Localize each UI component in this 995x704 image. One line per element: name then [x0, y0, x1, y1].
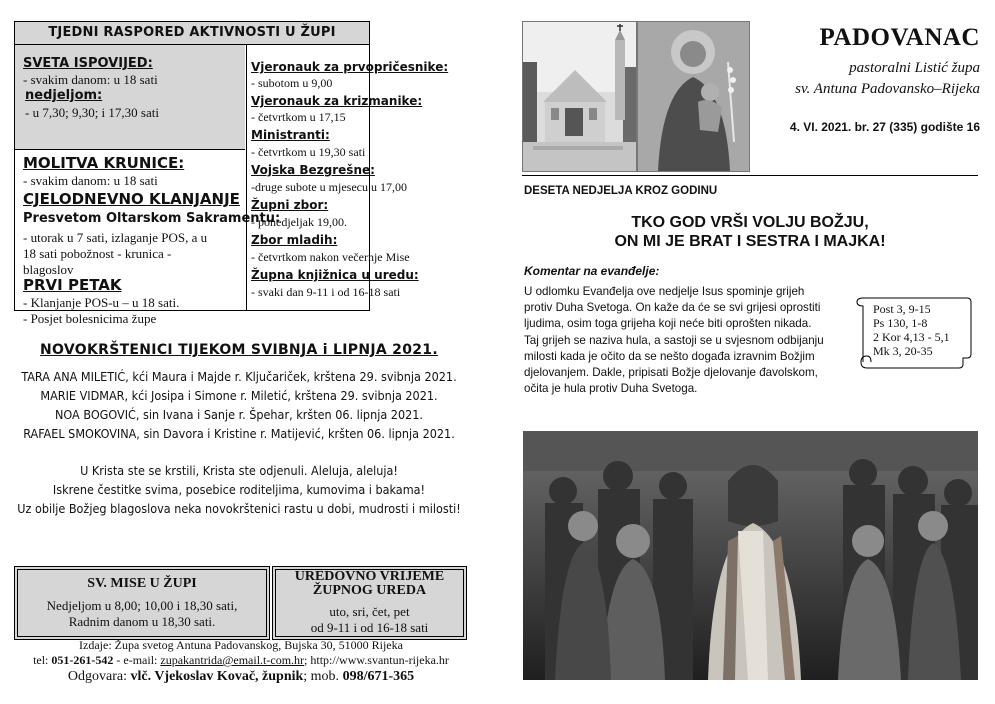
- first-friday-line: - Posjet bolesnicima župe: [23, 311, 157, 326]
- schedule-item-heading: Vjeronauk za krizmanike:: [251, 94, 423, 108]
- baptism-name: TARA ANA MILETIĆ, kći Maura i Majde r. Ključariček, krštena 29. svibnja 2021.: [21, 369, 457, 384]
- office-line: od 9-11 i od 16-18 sati: [310, 620, 429, 635]
- schedule-item-time: - subotom u 9,00: [251, 76, 333, 90]
- adoration-heading: CJELODNEVNO KLANJANJE: [23, 190, 240, 208]
- adoration-line: - utorak u 7 sati, izlaganje POS, a u: [23, 230, 208, 245]
- office-hours-box: [272, 566, 467, 640]
- headline: TKO GOD VRŠI VOLJU BOŽJU, ON MI JE BRAT I SESTRA I MAJKA!: [614, 214, 886, 250]
- schedule-right-column: [246, 45, 449, 310]
- publication-subtitle: pastoralni Listić župa: [849, 60, 980, 76]
- schedule-item-heading: Vojska Bezgrešne:: [251, 163, 375, 177]
- schedule-item-time: - ponedjeljak 19,00.: [251, 215, 347, 229]
- schedule-item-time: - četvrtkom nakon večernje Mise: [251, 250, 410, 264]
- commentary-text: U odlomku Evanđelja ove nedjelje Isus spominje grijeh protiv Duha Svetoga. On kaže da će se svi grijesi oprostiti ljudima, osim toga grijeha koji neće biti oprošten nikada. Taj grijeh se naziva hula, a sastoji se u svjesnom odbijanju milosti kada je očito da se nešto događa izravnim Božjim djelovanjem. Dakle, pripisati Božje djelovanje đavolskom, očita je hula protiv Duha Svetoga.: [524, 285, 824, 396]
- adoration-line: 18 sati pobožnost - krunica -: [23, 246, 172, 261]
- responsible-name: vlč. Vjekoslav Kovač, župnik: [130, 669, 304, 684]
- church-illustration: [523, 22, 636, 171]
- readings-scroll: [853, 292, 975, 372]
- baptism-name: MARIE VIDMAR, kći Josipa i Simone r. Miletić, krštena 29. svibnja 2021.: [40, 388, 438, 403]
- church-photo: [522, 21, 637, 172]
- confession-daily: - svakim danom: u 18 sati: [23, 72, 158, 87]
- schedule-item-time: -druge subote u mjesecu u 17,00: [251, 180, 407, 194]
- header-rule: [522, 175, 978, 176]
- schedule-item-heading: Župni zbor:: [251, 198, 329, 212]
- publisher: Izdaje: Župa svetog Antuna Padovanskog, Bujska 30, 51000 Rijeka: [79, 638, 403, 652]
- footer: [14, 638, 468, 686]
- office-line: uto, sri, čet, pet: [329, 604, 410, 619]
- rosary-time: - svakim danom: u 18 sati: [23, 173, 158, 188]
- responsible-line: Odgovara: vlč. Vjekoslav Kovač, župnik; mob. 098/671-365: [67, 669, 415, 684]
- schedule-item-heading: Ministranti:: [251, 128, 330, 142]
- gospel-scene-illustration: [523, 431, 978, 680]
- rosary-heading: MOLITVA KRUNICE:: [23, 154, 185, 172]
- st-anthony-image: [637, 21, 750, 172]
- issue-info: 4. VI. 2021. br. 27 (335) godište 16: [789, 120, 980, 134]
- confession-sunday-heading: nedjeljom:: [25, 88, 103, 103]
- sunday-label: DESETA NEDJELJA KROZ GODINU: [524, 185, 718, 197]
- baptism-name: NOA BOGOVIĆ, sin Ivana i Sanje r. Špehar, kršten 06. lipnja 2021.: [55, 407, 423, 422]
- readings-list: Post 3, 9-15 Ps 130, 1-8 2 Kor 4,13 - 5,1 Mk 3, 20-35: [873, 302, 950, 358]
- schedule-item-heading: Vjeronauk za prvopričesnike:: [251, 60, 449, 74]
- st-anthony-illustration: [638, 22, 749, 171]
- adoration-sub: Presvetom Oltarskom Sakramentu:: [23, 211, 281, 226]
- baptism-wish: Uz obilje Božjeg blagoslova neka novokrštenici rastu u dobi, mudrosti i milosti!: [17, 501, 461, 516]
- baptism-section: [14, 342, 464, 518]
- publication-title: PADOVANAC: [819, 24, 980, 51]
- baptism-name: RAFAEL SMOKOVINA, sin Davora i Kristine r. Matijević, kršten 06. lipnja 2021.: [23, 426, 455, 441]
- commentary-label: Komentar na evanđelje:: [524, 264, 660, 278]
- masses-title: SV. MISE U ŽUPI: [87, 576, 197, 591]
- baptism-wish: U Krista ste se krstili, Krista ste odjenuli. Aleluja, aleluja!: [80, 463, 398, 478]
- masses-line: Radnim danom u 18,30 sati.: [68, 614, 216, 629]
- adoration-line: blagoslov: [23, 262, 74, 277]
- confession-sunday-times: - u 7,30; 9,30; i 17,30 sati: [25, 105, 159, 120]
- website-link[interactable]: ; http://www.svantun-rijeka.hr: [304, 653, 449, 667]
- schedule-item-heading: Župna knjižnica u uredu:: [251, 268, 419, 282]
- schedule-item-time: - svaki dan 9-11 i od 16-18 sati: [251, 285, 401, 299]
- confession-block: [15, 45, 245, 150]
- baptism-wish: Iskrene čestitke svima, posebice roditeljima, kumovima i bakama!: [52, 482, 426, 497]
- first-friday-heading: PRVI PETAK: [23, 276, 122, 294]
- schedule-item-time: - četvrtkom u 19,30 sati: [251, 145, 366, 159]
- schedule-item-heading: Zbor mladih:: [251, 233, 338, 247]
- schedule-left-column: [15, 150, 281, 326]
- office-title: UREDOVNO VRIJEME: [294, 569, 445, 584]
- schedule-box: [14, 21, 449, 326]
- email-link[interactable]: zupakantrida@email.t-com.hr: [160, 653, 305, 667]
- contact-line: tel: 051-261-542 - e-mail: zupakantrida@email.t-com.hr; http://www.svantun-rijeka.hr: [33, 653, 449, 667]
- first-friday-line: - Klanjanje POS-u – u 18 sati.: [23, 295, 180, 310]
- phone: 051-261-542: [51, 653, 114, 667]
- office-title: ŽUPNOG UREDA: [312, 583, 427, 598]
- baptism-title: NOVOKRŠTENICI TIJEKOM SVIBNJA i LIPNJA 2021.: [40, 342, 438, 358]
- masses-line: Nedjeljom u 8,00; 10,00 i 18,30 sati,: [46, 598, 238, 613]
- confession-heading: SVETA ISPOVIJED:: [23, 56, 153, 71]
- schedule-item-time: - četvrtkom u 17,15: [251, 110, 346, 124]
- masses-box: [14, 566, 270, 640]
- publication-subtitle: sv. Antuna Padovansko–Rijeka: [795, 81, 980, 97]
- masthead: [760, 24, 980, 134]
- schedule-title: TJEDNI RASPORED AKTIVNOSTI U ŽUPI: [15, 22, 369, 45]
- gospel-scene-photo: [523, 431, 978, 680]
- mobile: 098/671-365: [342, 669, 415, 684]
